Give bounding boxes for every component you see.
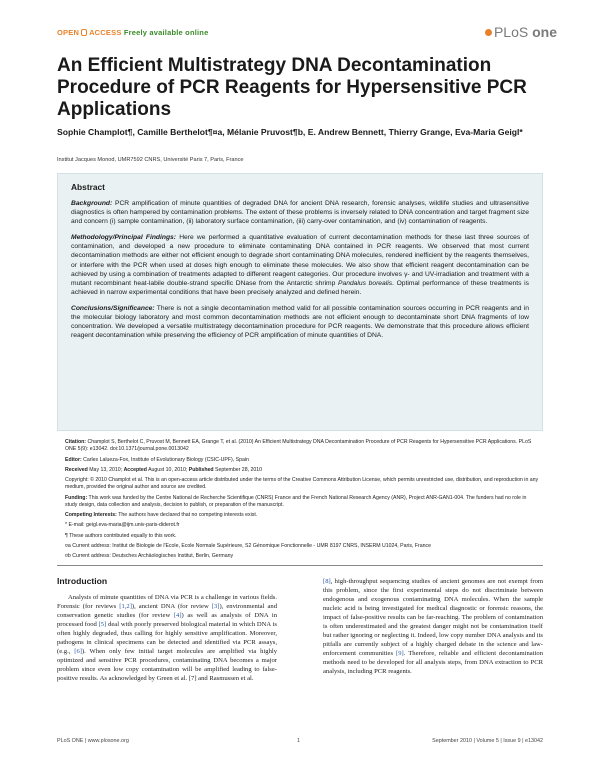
intro-text: deal with poorly preserved biological material in which DNA is often highly degraded, thus calling for highly sensitive amplification. Moreover, pathogens in clinical specimens can be detected and identified via PCR assays, (e.g., (57, 621, 277, 655)
editor-label: Editor: (65, 456, 82, 463)
accepted-date: August 10, 2010; (146, 466, 189, 473)
intro-text: , high-throughput sequencing studies of ancient genomes are not exempt from this problem, since the first experimental steps do not discriminate between endogenous and exogenous contaminating DNA molecules. When the sample nucleic acid is being investigated for medical diagnostic or forensic reasons, the impact of false-positive results can be far-reaching. The problem of contamination is often underestimated and the greatest danger might not be contamination itself but rather ignoring or neglecting it. Indeed, low copy number DNA analysis and its pitfalls are currently subject of a highly charged debate in the science and law-enforcement communities (323, 578, 543, 657)
current-address-b: ¤b Current address: Deutsches Archäologisches Institut, Berlin, Germany (65, 553, 234, 560)
article-title: An Efficient Multistrategy DNA Decontamination Procedure of PCR Reagents for Hypersensitive PCR Applications (57, 55, 527, 120)
editor-text: Carles Lalueza-Fox, Institute of Evolutionary Biology (CSIC-UPF), Spain (81, 456, 249, 463)
funding-text: This work was funded by the Centre National de Recherche Scientifique (CNRS) France and the French National Research Agency (ANR), Project ANR-GAN1-004. The funders had no role in study design, data collection and analysis, decision to publish, or preparation of the manuscript. (65, 494, 527, 509)
competing-label: Competing Interests: (65, 512, 117, 519)
intro-text: ) as well as analysis of DNA in processed food (57, 612, 277, 628)
conclusions-text: There is not a single decontamination method valid for all possible contamination sources occurring in PCR reagents and in the molecular biology laboratory and most common decontamination methods are not efficient enough to decontaminate short DNA fragments of low concentration. We developed a versatile multistrategy decontamination procedure for PCR reagents. We demonstrate that this procedure allows efficient reagent decontamination while preserving the efficiency of PCR amplification of minute quantities of DNA. (71, 304, 529, 340)
received-label: Received (65, 466, 88, 473)
background-text: PCR amplification of minute quantities of degraded DNA for ancient DNA research, forensic analyses, wildlife studies and ultrasensitive diagnostics is often hampered by contamination problems. The extent of these problems is inversely related to DNA concentration and target fragment size and concern (i) sample contamination, (ii) laboratory surface contamination, (iii) carry-over contamination, and (iv) contamination of reagents. (71, 200, 529, 226)
affiliation: Institut Jacques Monod, UMR7592 CNRS, Université Paris 7, Paris, France (57, 157, 244, 163)
plos-one-logo (485, 24, 557, 40)
intro-text: ), ancient DNA (for review (131, 603, 212, 610)
intro-text: ), environmental and conservation genetic studies (for review (57, 603, 278, 619)
intro-text: Analysis of minute quantities of DNA via PCR is a challenge in various fields. Forensic (for reviews (57, 594, 277, 610)
intro-text: . Therefore, reliable and efficient decontamination methods need to be developed for all analysis steps, from DNA extraction to PCR analysis, including PCR reagents. (323, 650, 543, 675)
competing-text: The authors have declared that no competing interests exist. (116, 512, 258, 519)
funding-label: Funding: (65, 494, 88, 501)
published-date: September 28, 2010 (213, 466, 262, 473)
intro-text: ). When only few initial target molecules are amplified via highly optimized and sensitive PCR procedures, contaminating DNA becomes a major problem since even low copy contamination will be amplified leading to false-positive results. As acknowledged by Green et al. [7] and Rasmussen et al. (57, 648, 278, 682)
funding (65, 495, 540, 510)
background-label: Background: (71, 200, 113, 207)
freely-available-label: Freely available online (123, 28, 209, 37)
abstract-background (71, 199, 529, 226)
logo-plos-text: PLoS (493, 24, 529, 40)
introduction-right-column (323, 577, 543, 676)
citation-link[interactable]: [9] (396, 650, 404, 657)
methodology-text: Here we performed a quantitative evaluation of current decontamination methods for these last three sources of contamination, and developed a new procedure to eliminate contaminating DNA contained in PCR reagents. We observed that most current decontamination methods are either not efficient enough to degrade short contaminating DNA molecules, rendered inefficient by the reagents themselves, or interfere with the PCR when used at doses high enough to eliminate these molecules. We also show that efficient reagent decontamination can be achieved by using a combination of treatments adapted to different reagent categories. Our procedure involves γ- and UV-irradiation and treatment with a mutant recombinant heat-labile double-strand specific DNase from the Antarctic shrimp (71, 234, 529, 287)
open-access-banner (57, 28, 208, 37)
introduction-heading: Introduction (57, 576, 108, 586)
citation-link[interactable]: [3] (211, 603, 220, 610)
page-number: 1 (297, 738, 300, 744)
open-label: OPEN (57, 28, 80, 37)
email: * E-mail: geigl.eva-maria@ijm.univ-paris-diderot.fr (65, 522, 180, 529)
species-name: Pandalus borealis (338, 279, 393, 287)
equal-contribution: ¶ These authors contributed equally to this work. (65, 532, 177, 539)
published-label: Published (188, 466, 214, 473)
citation-link[interactable]: [8] (323, 578, 331, 585)
citation-text: Champlot S, Berthelot C, Pruvost M, Bennett EA, Grange T, et al. (2010) An Efficient Multistrategy DNA Decontamination Procedure of PCR Reagents for Hypersensitive PCR Applications. PLoS ONE 5(9): e13042. doi:10.1371/journal.pone.0013042 (65, 439, 532, 453)
current-address-a: ¤a Current address: Institut de Biologie de l'Ecole, Ecole Normale Supérieure, S2 Génomique Fonctionnelle - UMR 8197 CNRS, INSERM U1024, Paris, France (65, 542, 432, 549)
introduction-left-column (57, 593, 277, 683)
footer-issue: September 2010 | Volume 5 | Issue 9 | e13042 (432, 738, 543, 744)
dates (65, 467, 540, 474)
citation-link[interactable]: [6] (74, 648, 82, 655)
article-metadata (65, 439, 540, 563)
page-footer (57, 738, 543, 748)
methodology-text-end: . Optimal performance of these treatments is achieved in narrow experimental conditions that have been precisely analyzed and defined herein. (71, 279, 529, 296)
abstract-box (57, 173, 543, 431)
citation (65, 439, 540, 454)
citation-label: Citation: (65, 439, 87, 445)
methodology-label: Methodology/Principal Findings: (71, 234, 176, 242)
citation-link[interactable]: [1,2] (119, 603, 132, 610)
footer-journal: PLoS ONE | www.plosone.org (57, 738, 129, 744)
competing-interests (65, 512, 540, 519)
access-label: ACCESS (89, 28, 122, 37)
author-list: Sophie Champlot¶, Camille Berthelot¶¤a, Mélanie Pruvost¶b, E. Andrew Bennett, Thierry Grange, Eva-Maria Geigl* (57, 127, 523, 137)
citation-link[interactable]: [4] (173, 612, 182, 619)
open-access-lock-icon (81, 29, 87, 36)
journal-header (57, 26, 557, 42)
section-divider (57, 565, 543, 566)
abstract-conclusions (71, 304, 529, 340)
abstract-heading: Abstract (71, 182, 105, 192)
accepted-label: Accepted (123, 466, 147, 473)
abstract-methodology (71, 233, 529, 297)
copyright: Copyright: © 2010 Champlot et al. This is an open-access article distributed under the terms of the Creative Commons Attribution License, which permits unrestricted use, distribution, and reproduction in any medium, provided the original author and source are credited. (65, 477, 539, 491)
received-date: May 13, 2010; (87, 466, 124, 473)
logo-one-text: one (532, 24, 557, 40)
citation-link[interactable]: [5] (98, 621, 107, 628)
conclusions-label: Conclusions/Significance: (71, 304, 155, 312)
editor (65, 457, 540, 464)
logo-dot-icon (485, 29, 492, 36)
